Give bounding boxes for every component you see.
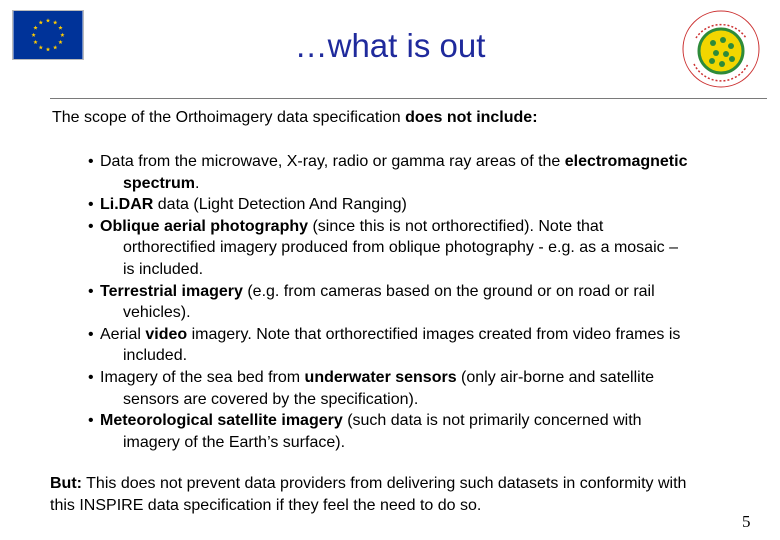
item-text: data (Light Detection And Ranging): [153, 196, 407, 214]
item-text: (since this is not orthorectified). Note that: [308, 217, 604, 235]
list-item: [88, 410, 768, 453]
item-text: imagery. Note that orthorectified images created from video frames is: [187, 325, 681, 343]
item-text: (such data is not primarily concerned with: [342, 412, 642, 430]
list-item: [88, 151, 768, 194]
list-item: [88, 324, 768, 367]
item-bold: Meteorological satellite imagery: [100, 412, 343, 430]
item-text: Data from the microwave, X-ray, radio or gamma ray areas of the: [100, 153, 565, 170]
item-bold: Li.DAR: [100, 196, 154, 214]
footer-line1: This does not prevent data providers from delivering such datasets in conformity with: [81, 475, 687, 492]
footer-line2: this INSPIRE data specification if they feel the need to do so.: [50, 496, 482, 514]
item-bold: electromagnetic: [564, 153, 688, 170]
footer-note: [50, 473, 775, 516]
item-bold: Oblique aerial photography: [100, 217, 309, 235]
item-continuation: [100, 173, 768, 195]
item-continuation: sensors are covered by the specification).: [123, 390, 419, 408]
intro-plain: The scope of the Orthoimagery data specification: [52, 109, 406, 126]
slide-title: …what is out: [294, 27, 486, 64]
item-bold: Terrestrial imagery: [100, 282, 243, 300]
item-continuation: is included.: [123, 260, 204, 278]
intro-text: [52, 108, 538, 128]
list-item: [88, 281, 768, 324]
but-label: But:: [50, 475, 82, 492]
item-text: .: [195, 174, 200, 192]
exclusion-list: [88, 151, 768, 453]
list-item: [88, 216, 768, 281]
item-continuation: included.: [123, 347, 188, 365]
item-bold: video: [145, 325, 188, 343]
list-item: [88, 194, 768, 216]
header-divider: [50, 98, 767, 99]
page-number: 5: [742, 512, 751, 531]
item-bold: spectrum: [123, 174, 196, 192]
item-bold: underwater sensors: [304, 368, 457, 386]
list-item: [88, 367, 768, 410]
intro-bold: does not include:: [405, 109, 538, 126]
item-continuation: orthorectified imagery produced from oblique photography - e.g. as a mosaic –: [123, 239, 678, 257]
item-text: Imagery of the sea bed from: [100, 368, 305, 386]
inspire-logo: [676, 8, 766, 90]
item-continuation: imagery of the Earth’s surface).: [123, 433, 346, 451]
item-text: (only air-borne and satellite: [456, 368, 655, 386]
item-text: (e.g. from cameras based on the ground or on road or rail: [242, 282, 655, 300]
item-continuation: vehicles).: [123, 304, 191, 322]
item-text: Aerial: [100, 325, 146, 343]
